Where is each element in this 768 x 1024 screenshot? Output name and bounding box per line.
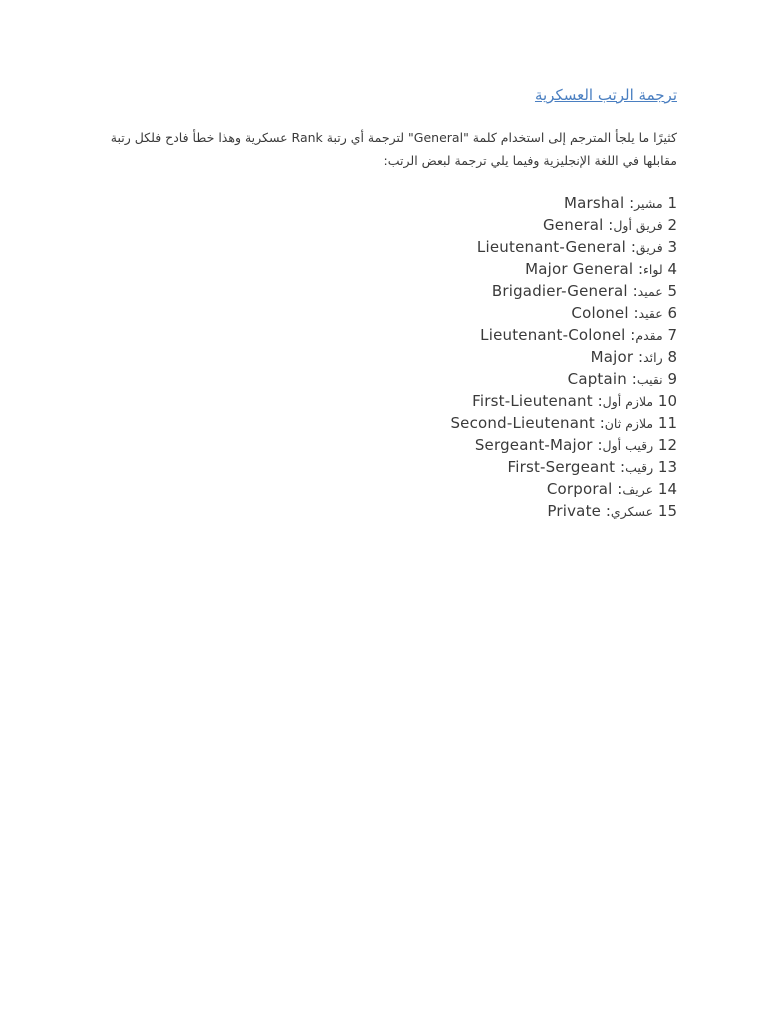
rank-number: 9: [667, 370, 677, 388]
rank-number: 8: [667, 348, 677, 366]
rank-number: 3: [667, 238, 677, 256]
rank-arabic: ملازم أول: [602, 394, 654, 409]
rank-number: 14: [657, 480, 677, 498]
rank-item: [450, 236, 677, 258]
rank-number: 13: [657, 458, 677, 476]
rank-english: First-Lieutenant: [472, 392, 593, 410]
rank-arabic: فريق أول: [613, 218, 663, 233]
rank-arabic: عقيد: [638, 306, 663, 321]
rank-arabic: لواء: [643, 262, 663, 277]
rank-arabic: عريف: [622, 482, 654, 497]
rank-arabic: عميد: [637, 284, 663, 299]
rank-separator: :: [603, 216, 614, 234]
rank-english: Sergeant-Major: [474, 436, 593, 454]
rank-separator: :: [626, 238, 636, 256]
rank-english: Brigadier-General: [491, 282, 628, 300]
rank-arabic: مقدم: [635, 328, 663, 343]
rank-number: 7: [667, 326, 677, 344]
rank-item: [450, 390, 677, 412]
rank-english: Colonel: [571, 304, 629, 322]
rank-arabic: رقيب: [625, 460, 654, 475]
rank-item: [450, 192, 677, 214]
rank-number: 5: [667, 282, 677, 300]
document-title[interactable]: ترجمة الرتب العسكرية: [534, 86, 677, 104]
rank-english: Marshal: [563, 194, 625, 212]
rank-item: [450, 368, 677, 390]
rank-number: 12: [657, 436, 677, 454]
rank-number: 6: [667, 304, 677, 322]
rank-number: 4: [667, 260, 677, 278]
rank-number: 15: [657, 502, 677, 520]
rank-english: Major General: [525, 260, 634, 278]
rank-separator: :: [628, 304, 639, 322]
rank-arabic: رقيب أول: [602, 438, 654, 453]
rank-arabic: ملازم ثان: [604, 416, 654, 431]
rank-number: 11: [657, 414, 677, 432]
intro-paragraph: [107, 126, 677, 172]
rank-item: [450, 302, 677, 324]
rank-english: Captain: [567, 370, 627, 388]
intro-line-2: مقابلها في اللغة الإنجليزية وفيما يلي ترجمة لبعض الرتب:: [383, 153, 677, 168]
rank-english: Second-Lieutenant: [450, 414, 595, 432]
rank-arabic: رائد: [643, 350, 663, 365]
rank-item: [450, 478, 677, 500]
rank-arabic: مشير: [634, 196, 663, 211]
rank-item: [450, 434, 677, 456]
rank-separator: :: [601, 502, 611, 520]
rank-item: [450, 346, 677, 368]
rank-english: Corporal: [546, 480, 613, 498]
rank-english: First-Sergeant: [507, 458, 616, 476]
rank-item: [450, 324, 677, 346]
rank-separator: :: [615, 458, 626, 476]
rank-separator: :: [626, 370, 637, 388]
rank-english: Private: [547, 502, 602, 520]
rank-number: 2: [667, 216, 677, 234]
rank-separator: :: [625, 326, 636, 344]
rank-list: [450, 192, 677, 522]
rank-separator: :: [594, 414, 605, 432]
rank-separator: :: [592, 392, 603, 410]
rank-item: [450, 280, 677, 302]
rank-number: 1: [667, 194, 677, 212]
rank-english: General: [542, 216, 604, 234]
rank-separator: :: [592, 436, 603, 454]
rank-item: [450, 258, 677, 280]
intro-line-1: كثيرًا ما يلجأ المترجم إلى استخدام كلمة "General" لترجمة أي رتبة Rank عسكرية وهذا خطأ فادح فلكل رتبة: [110, 130, 677, 145]
rank-item: [450, 214, 677, 236]
rank-english: Lieutenant-General: [476, 238, 627, 256]
rank-arabic: عسكري: [610, 504, 654, 519]
rank-separator: :: [612, 480, 623, 498]
rank-separator: :: [627, 282, 638, 300]
rank-item: [450, 500, 677, 522]
rank-arabic: فريق: [635, 240, 663, 255]
rank-separator: :: [624, 194, 635, 212]
rank-separator: :: [633, 348, 644, 366]
rank-separator: :: [633, 260, 644, 278]
rank-item: [450, 456, 677, 478]
rank-english: Lieutenant-Colonel: [480, 326, 626, 344]
rank-number: 10: [657, 392, 677, 410]
rank-english: Major: [590, 348, 634, 366]
rank-item: [450, 412, 677, 434]
rank-arabic: نقيب: [636, 372, 663, 387]
